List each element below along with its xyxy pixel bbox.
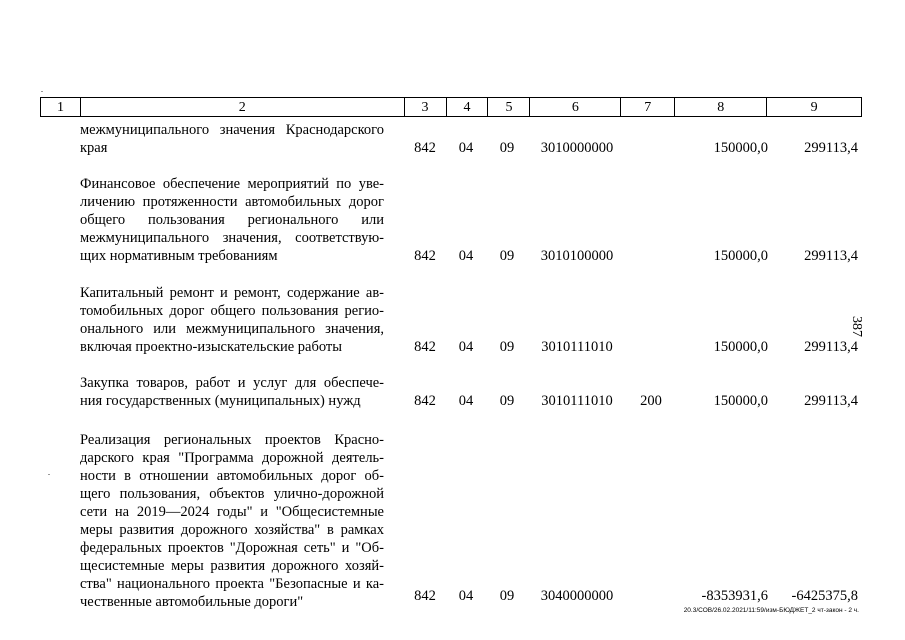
- cell-target-article: 3010111010: [541, 339, 613, 355]
- cell-amount-2: 299113,4: [804, 393, 858, 409]
- cell-target-article: 3010000000: [540, 140, 614, 156]
- cell-code: 842: [414, 588, 436, 604]
- cell-amount-1: 150000,0: [713, 248, 768, 264]
- cell-subsection: 09: [499, 248, 515, 264]
- cell-target-article: 3010111010: [541, 393, 613, 409]
- cell-section: 04: [458, 248, 474, 264]
- cell-subsection: 09: [499, 588, 515, 604]
- description-line: Финансовое обеспечение мероприятий по уве-: [80, 176, 384, 192]
- description-line: щего пользования, объектов улично-дорожной: [80, 486, 384, 502]
- cell-amount-2: -6425375,8: [791, 588, 858, 604]
- description-line: сети на 2019—2024 годы" и "Общесистемные: [80, 504, 384, 520]
- cell-amount-2: 299113,4: [804, 339, 858, 355]
- header-col-7: 7: [621, 98, 675, 116]
- cell-amount-1: 150000,0: [713, 140, 768, 156]
- header-col-2: 2: [81, 98, 405, 116]
- table-row: [40, 374, 862, 410]
- table-header-row: [40, 97, 862, 117]
- cell-section: 04: [458, 140, 474, 156]
- description-line: межмуниципального значения Краснодарского: [80, 122, 384, 138]
- cell-code: 842: [414, 140, 436, 156]
- description-line: томобильных дорог общего пользования регио-: [80, 303, 384, 319]
- cell-amount-2: 299113,4: [804, 248, 858, 264]
- header-col-6: 6: [530, 98, 621, 116]
- table-row: [40, 431, 862, 611]
- description-line: меры развития дорожного хозяйства" в рамках: [80, 522, 384, 538]
- description-line: ности в отношении автомобильных дорог об-: [80, 468, 384, 484]
- cell-target-article: 3010100000: [540, 248, 614, 264]
- cell-expense-type: 200: [640, 393, 662, 409]
- description-line: щесистемные меры развития дорожного хозяй-: [80, 558, 384, 574]
- description-line: личению протяженности автомобильных дорог: [80, 194, 384, 210]
- row-description: [80, 121, 384, 157]
- scan-speck: [41, 91, 43, 92]
- description-line: чественные автомобильные дороги": [80, 594, 304, 610]
- description-line: щих нормативным требованиям: [80, 248, 278, 264]
- table-row: [40, 175, 862, 265]
- cell-subsection: 09: [499, 393, 515, 409]
- table-row: [40, 121, 862, 157]
- header-col-1: 1: [41, 98, 81, 116]
- description-line: федеральных проектов "Дорожная сеть" и "Об-: [80, 540, 384, 556]
- cell-subsection: 09: [499, 140, 515, 156]
- description-line: ния государственных (муниципальных) нужд: [80, 393, 361, 409]
- description-line: дарского края "Программа дорожной деятель-: [80, 450, 384, 466]
- header-col-5: 5: [488, 98, 530, 116]
- cell-section: 04: [458, 393, 474, 409]
- cell-code: 842: [414, 248, 436, 264]
- description-line: общего пользования регионального или: [80, 212, 384, 228]
- row-description: [80, 175, 384, 265]
- description-line: ства" национального проекта "Безопасные и ка-: [80, 576, 384, 592]
- cell-amount-1: 150000,0: [713, 393, 768, 409]
- description-line: онального или межмуниципального значения,: [80, 321, 384, 337]
- cell-amount-1: -8353931,6: [701, 588, 768, 604]
- description-line: межмуниципального значения, соответствую-: [80, 230, 384, 246]
- description-line: Реализация региональных проектов Красно-: [80, 432, 384, 448]
- cell-subsection: 09: [499, 339, 515, 355]
- header-col-8: 8: [675, 98, 767, 116]
- cell-amount-2: 299113,4: [804, 140, 858, 156]
- description-line: Капитальный ремонт и ремонт, содержание ав-: [80, 285, 384, 301]
- row-description: [80, 284, 384, 356]
- row-description: [80, 431, 384, 611]
- cell-section: 04: [458, 588, 474, 604]
- cell-section: 04: [458, 339, 474, 355]
- description-line: Закупка товаров, работ и услуг для обеспече-: [80, 375, 384, 391]
- cell-code: 842: [414, 339, 436, 355]
- cell-target-article: 3040000000: [540, 588, 614, 604]
- header-col-4: 4: [447, 98, 489, 116]
- header-col-9: 9: [767, 98, 862, 116]
- cell-code: 842: [414, 393, 436, 409]
- cell-amount-1: 150000,0: [713, 339, 768, 355]
- row-description: [80, 374, 384, 410]
- description-line: края: [80, 140, 108, 156]
- table-row: [40, 284, 862, 356]
- page-number: 387: [849, 316, 864, 337]
- header-col-3: 3: [405, 98, 447, 116]
- description-line: включая проектно-изыскательские работы: [80, 339, 343, 355]
- footer-document-id: 20.3/СОВ/26.02.2021/11:59/изм-БЮДЖЕТ_2 чт-закон - 2 ч.: [683, 607, 859, 614]
